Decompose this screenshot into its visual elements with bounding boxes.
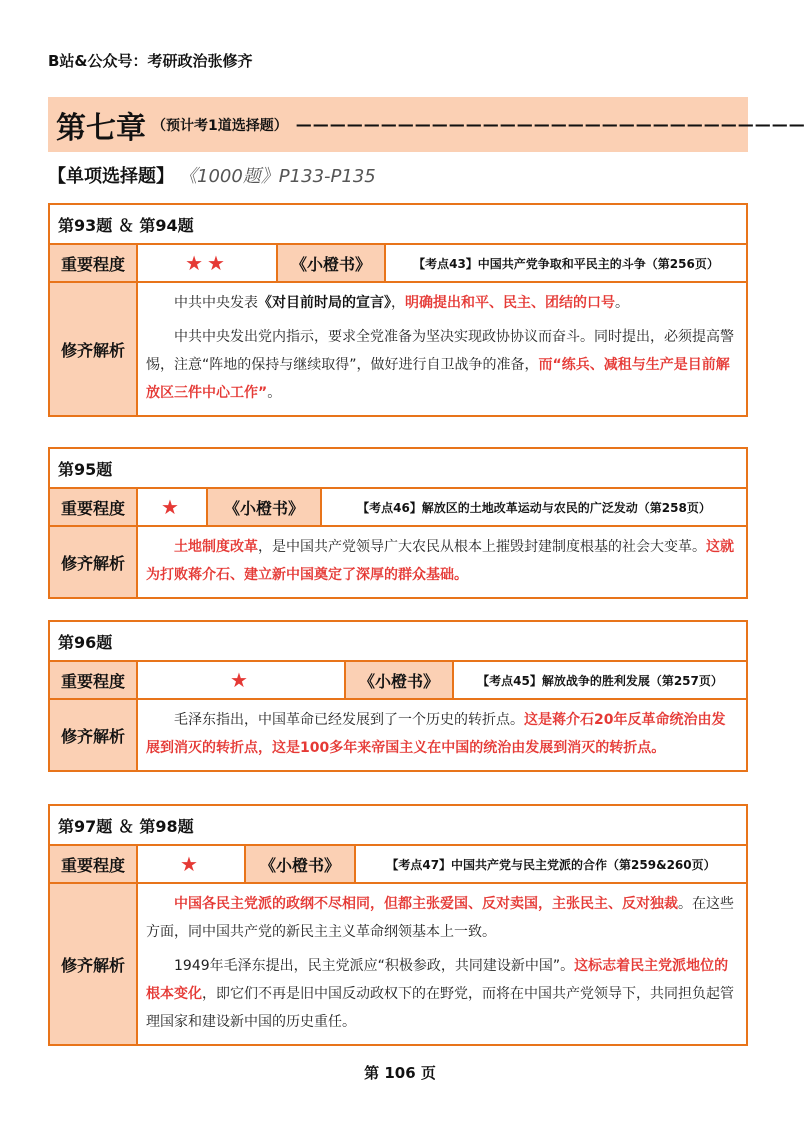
importance-stars: ★★ [138,245,278,281]
importance-row [50,846,746,884]
analysis-row [50,283,746,415]
page-number: 第 106 页 [364,1064,436,1082]
keypoint: 【考点43】中国共产党争取和平民主的斗争（第256页） [413,256,719,271]
question-heading: 第96题 [50,622,746,662]
section-source: 《1000题》P133-P135 [188,166,376,187]
analysis-paragraph: 毛泽东指出，中国革命已经发展到了一个历史的转折点。这是蒋介石20年反革命统治由发展到消灭的转折点，这是100多年来帝国主义在中国的统治由发展到消灭的转折点。 [146,712,726,756]
header-note: B站&公众号：考研政治张修齐 [48,52,253,70]
chapter-title: 第七章 [56,110,146,146]
analysis-text [138,700,746,770]
question-box-93-94 [48,203,748,417]
section-title-label: 【单项选择题】 [48,166,174,187]
book-label: 《小橙书》 [246,846,356,882]
analysis-row [50,527,746,597]
analysis-row [50,884,746,1044]
book-label: 《小橙书》 [208,489,322,525]
question-heading: 第93题 ＆ 第94题 [50,205,746,245]
analysis-row [50,700,746,770]
importance-stars: ★ [138,662,346,698]
chapter-banner [48,97,806,152]
analysis-paragraph: 1949年毛泽东提出，民主党派应“积极参政，共同建设新中国”。这标志着民主党派地位的根本变化，即它们不再是旧中国反动政权下的在野党，而将在中国共产党领导下，共同担负起管理国家和建设新中国的历史重任。 [146,958,734,1030]
analysis-paragraph: 中共中央发表《对目前时局的宣言》，明确提出和平、民主、团结的口号。 [174,295,629,311]
question-box-97-98 [48,804,748,1046]
importance-stars: ★ [138,846,246,882]
analysis-text [138,527,746,597]
analysis-label: 修齐解析 [50,283,138,415]
question-box-96 [48,620,748,772]
analysis-label: 修齐解析 [50,700,138,770]
book-label: 《小橙书》 [278,245,386,281]
importance-row [50,245,746,283]
importance-row [50,489,746,527]
question-heading: 第95题 [50,449,746,489]
section-title [48,162,376,188]
importance-label: 重要程度 [50,245,138,281]
chapter-subtitle: （预计考1道选择题） [152,117,288,134]
keypoint: 【考点47】中国共产党与民主党派的合作（第259&260页） [386,857,716,872]
importance-label: 重要程度 [50,489,138,525]
book-label: 《小橙书》 [346,662,454,698]
analysis-text [138,884,746,1044]
importance-label: 重要程度 [50,662,138,698]
analysis-paragraph: 土地制度改革，是中国共产党领导广大农民从根本上摧毁封建制度根基的社会大变革。这就为打败蒋介石、建立新中国奠定了深厚的群众基础。 [146,539,734,583]
importance-row [50,662,746,700]
analysis-label: 修齐解析 [50,884,138,1044]
analysis-text [138,283,746,415]
importance-stars: ★ [138,489,208,525]
keypoint: 【考点45】解放战争的胜利发展（第257页） [477,673,723,688]
chapter-dash-line: —————————————————————————————— [295,115,806,134]
analysis-paragraph: 中国各民主党派的政纲不尽相同，但都主张爱国、反对卖国，主张民主、反对独裁。在这些方面，同中国共产党的新民主主义革命纲领基本上一致。 [146,896,734,940]
keypoint: 【考点46】解放区的土地改革运动与农民的广泛发动（第258页） [357,500,711,515]
analysis-label: 修齐解析 [50,527,138,597]
analysis-paragraph: 中共中央发出党内指示，要求全党准备为坚决实现政协协议而奋斗。同时提出，必须提高警惕，注意“阵地的保持与继续取得”，做好进行自卫战争的准备，而“练兵、减租与生产是目前解放区三件中心工作”。 [146,329,734,401]
question-box-95 [48,447,748,599]
question-heading: 第97题 ＆ 第98题 [50,806,746,846]
importance-label: 重要程度 [50,846,138,882]
